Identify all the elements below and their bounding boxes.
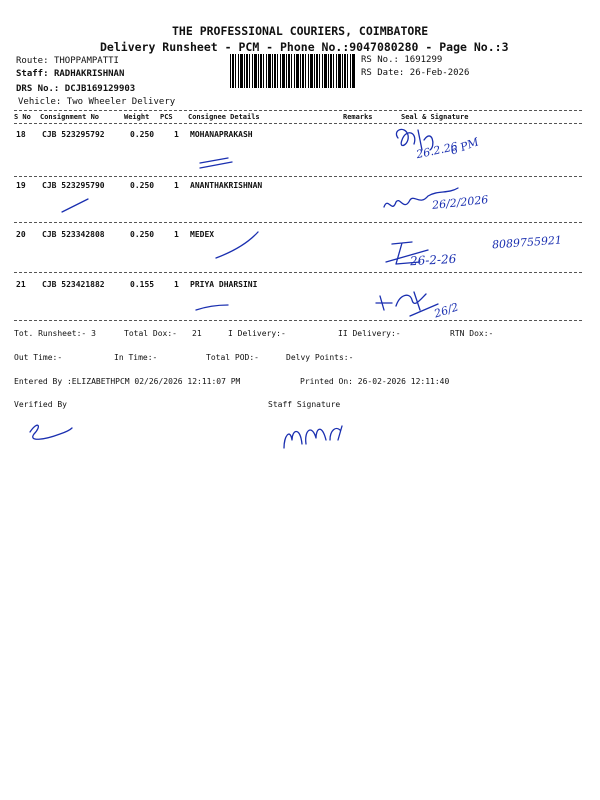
route-label: Route: (16, 56, 49, 66)
row4-handwritten-date: 26/2 (432, 300, 461, 321)
row-weight: 0.250 (130, 181, 155, 190)
rs-date-value: 26-Feb-2026 (409, 68, 470, 78)
i-delivery: I Delivery:- (228, 329, 286, 338)
row1-handwritten-time: 6 PM (448, 135, 481, 158)
verified-by-label: Verified By (14, 400, 67, 409)
col-header-pcs: PCS (160, 113, 173, 121)
entered-by: Entered By :ELIZABETHPCM 02/26/2026 12:11:07 PM (14, 377, 241, 386)
rs-date-label: RS Date: (361, 68, 405, 78)
total-runsheet: Tot. Runsheet:- 3 (14, 329, 96, 338)
drs-value: DCJB169129903 (64, 84, 136, 94)
runsheet-subtitle: Delivery Runsheet - PCM - Phone No.:9047080280 - Page No.:3 (100, 40, 509, 54)
row-weight: 0.155 (130, 280, 155, 289)
drs-label: DRS No.: (16, 84, 60, 94)
company-title: THE PROFESSIONAL COURIERS, COIMBATORE (172, 24, 429, 38)
row-sno: 18 (16, 130, 26, 139)
printed-on: Printed On: 26-02-2026 12:11:40 (300, 377, 450, 386)
row3-handwritten-date: 26-2-26 (409, 251, 457, 269)
route-value: THOPPAMPATTI (53, 56, 119, 66)
pen-mark (196, 305, 228, 310)
pen-mark (216, 232, 258, 258)
col-header-consignment: Consignment No (40, 113, 100, 121)
pen-mark (200, 158, 228, 163)
vehicle-label: Vehicle: (18, 97, 62, 107)
row-pcs: 1 (174, 130, 179, 139)
row-sno: 21 (16, 280, 26, 289)
in-time: In Time:- (114, 353, 158, 362)
row3-handwritten-phone: 8089755921 (491, 233, 563, 252)
row-pcs: 1 (174, 230, 179, 239)
row-pcs: 1 (174, 181, 179, 190)
staff-label: Staff: (16, 69, 49, 79)
total-dox-value: 21 (192, 329, 202, 338)
total-pod: Total POD:- (206, 353, 259, 362)
row-consignment: CJB 523421882 (42, 280, 105, 289)
col-header-sno: S No (14, 113, 31, 121)
col-header-seal: Seal & Signature (401, 113, 469, 121)
row-consignee: PRIYA DHARSINI (190, 280, 258, 289)
total-dox-label: Total Dox:- (124, 329, 177, 338)
staff-signature-label: Staff Signature (268, 400, 341, 409)
row-weight: 0.250 (130, 230, 155, 239)
rs-no-value: 1691299 (404, 55, 443, 65)
row-consignment: CJB 523295792 (42, 130, 105, 139)
vehicle-value: Two Wheeler Delivery (66, 97, 176, 107)
row-sno: 20 (16, 230, 26, 239)
pen-mark (200, 162, 232, 168)
staff-value: RADHAKRISHNAN (53, 69, 125, 79)
out-time: Out Time:- (14, 353, 63, 362)
col-header-weight: Weight (124, 113, 150, 121)
pen-mark (62, 199, 88, 212)
verified-signature (30, 425, 72, 439)
staff-signature-scribble (284, 426, 342, 448)
signature-scribble (376, 292, 438, 316)
ii-delivery: II Delivery:- (338, 329, 401, 338)
row-sno: 19 (16, 181, 26, 190)
row-consignment: CJB 523295790 (42, 181, 105, 190)
row-consignee: MOHANAPRAKASH (190, 130, 253, 139)
row-consignee: ANANTHAKRISHNAN (190, 181, 263, 190)
col-header-consignee: Consignee Details (188, 113, 260, 121)
col-header-remarks: Remarks (343, 113, 373, 121)
delvy-points: Delvy Points:- (286, 353, 354, 362)
rtn-dox: RTN Dox:- (450, 329, 494, 338)
rs-no-label: RS No.: (361, 55, 399, 65)
row-pcs: 1 (174, 280, 179, 289)
row-weight: 0.250 (130, 130, 155, 139)
row-consignee: MEDEX (190, 230, 215, 239)
row-consignment: CJB 523342808 (42, 230, 105, 239)
row1-handwritten-date: 26.2.26 (415, 139, 459, 162)
row2-handwritten-date: 26/2/2026 (431, 193, 489, 212)
